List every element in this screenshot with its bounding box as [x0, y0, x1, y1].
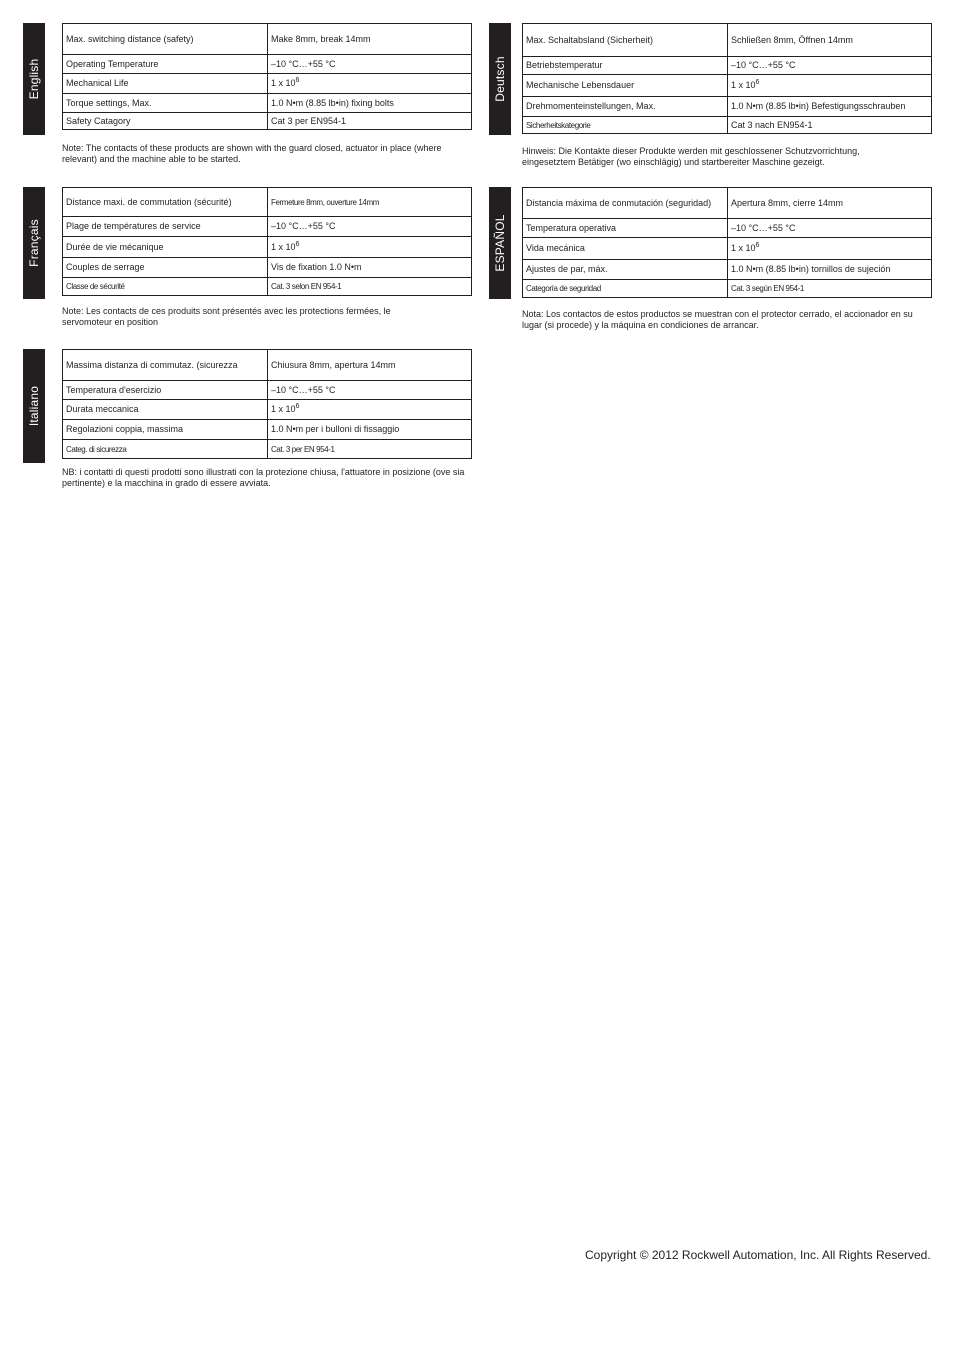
language-label: Deutsch — [493, 56, 507, 102]
language-tab-deutsch — [489, 23, 511, 135]
spec-label: Max. Schaltabsland (Sicherheit) — [523, 24, 728, 57]
spec-label: Plage de températures de service — [63, 217, 268, 237]
spec-value: –10 °C…+55 °C — [268, 55, 472, 74]
spec-label: Categoría de seguridad — [523, 280, 728, 298]
spec-value: –10 °C…+55 °C — [268, 381, 472, 400]
spec-label: Couples de serrage — [63, 258, 268, 278]
spec-value: 1 x $10^6$ — [268, 237, 472, 258]
spec-value: 1.0 N•m per i bulloni di fissaggio — [268, 420, 472, 440]
spec-label: Torque settings, Max. — [63, 94, 268, 113]
spec-value: Cat. 3 selon EN 954-1 — [268, 278, 472, 296]
spec-value: Make 8mm, break 14mm — [268, 24, 472, 55]
language-tab-espanol — [489, 187, 511, 299]
spec-value: Apertura 8mm, cierre 14mm — [728, 188, 932, 219]
note-francais: Note: Les contacts de ces produits sont présentés avec les protections fermées, le servomoteur en position — [62, 306, 391, 327]
spec-label: Betriebstemperatur — [523, 57, 728, 75]
spec-value: Vis de fixation 1.0 N•m — [268, 258, 472, 278]
spec-value: –10 °C…+55 °C — [728, 219, 932, 238]
spec-value: 1 x $10^6$ — [268, 400, 472, 420]
spec-value: 1.0 N•m (8.85 lb•in) fixing bolts — [268, 94, 472, 113]
spec-value: 1.0 N•m (8.85 lb•in) tornillos de sujeción — [728, 260, 932, 280]
spec-value: –10 °C…+55 °C — [268, 217, 472, 237]
language-label: Français — [27, 219, 41, 267]
spec-label: Mechanische Lebensdauer — [523, 75, 728, 97]
note-espanol: Nota: Los contactos de estos productos se muestran con el protector cerrado, el accionador en su lugar (si procede) y la máquina en condiciones de arrancar. — [522, 309, 913, 330]
language-tab-english — [23, 23, 45, 135]
spec-value: Schließen 8mm, Öffnen 14mm — [728, 24, 932, 57]
note-italiano: NB: i contatti di questi prodotti sono illustrati con la protezione chiusa, l'attuatore in posizione (ove sia pertinente) e la macchina in grado di essere avviata. — [62, 467, 465, 488]
copyright-text: Copyright © 2012 Rockwell Automation, Inc. All Rights Reserved. — [585, 1248, 931, 1262]
spec-value: 1 x $10^6$ — [268, 74, 472, 94]
spec-label: Categ. di sicurezza — [63, 440, 268, 459]
spec-table-english — [62, 23, 472, 130]
spec-value: 1 x $10^6$ — [728, 75, 932, 97]
spec-value: Fermeture 8mm, ouverture 14mm — [268, 188, 472, 217]
spec-label: Vida mecánica — [523, 238, 728, 260]
spec-label: Drehmomenteinstellungen, Max. — [523, 97, 728, 117]
spec-label: Massima distanza di commutaz. (sicurezza — [63, 350, 268, 381]
note-english: Note: The contacts of these products are shown with the guard closed, actuator in place (where relevant) and the machine able to be started. — [62, 143, 442, 164]
note-deutsch: Hinweis: Die Kontakte dieser Produkte werden mit geschlossener Schutzvorrichtung, eingesetztem Betätiger (wo einschlägig) und startbereiter Maschine gezeigt. — [522, 146, 860, 167]
spec-label: Durée de vie mécanique — [63, 237, 268, 258]
spec-label: Safety Catagory — [63, 113, 268, 130]
spec-label: Sicherheitskategorie — [523, 117, 728, 134]
spec-table-francais — [62, 187, 472, 296]
spec-table-italiano — [62, 349, 472, 459]
spec-label: Distancia máxima de conmutación (seguridad) — [523, 188, 728, 219]
spec-label: Max. switching distance (safety) — [63, 24, 268, 55]
spec-value: Cat 3 per EN954-1 — [268, 113, 472, 130]
language-label: ESPAÑOL — [493, 214, 507, 272]
spec-table-deutsch — [522, 23, 932, 134]
spec-value: 1.0 N•m (8.85 lb•in) Befestigungsschrauben — [728, 97, 932, 117]
spec-value: Cat 3 nach EN954-1 — [728, 117, 932, 134]
spec-value: Chiusura 8mm, apertura 14mm — [268, 350, 472, 381]
spec-label: Classe de sécurité — [63, 278, 268, 296]
spec-value: 1 x $10^6$ — [728, 238, 932, 260]
language-tab-francais — [23, 187, 45, 299]
language-label: Italiano — [27, 385, 41, 427]
spec-table-espanol — [522, 187, 932, 298]
language-tab-italiano — [23, 349, 45, 463]
spec-value: –10 °C…+55 °C — [728, 57, 932, 75]
spec-label: Temperatura operativa — [523, 219, 728, 238]
spec-label: Mechanical Life — [63, 74, 268, 94]
spec-label: Regolazioni coppia, massima — [63, 420, 268, 440]
spec-label: Temperatura d'esercizio — [63, 381, 268, 400]
spec-value: Cat. 3 per EN 954-1 — [268, 440, 472, 459]
spec-label: Operating Temperature — [63, 55, 268, 74]
language-label: English — [27, 58, 41, 100]
spec-label: Durata meccanica — [63, 400, 268, 420]
spec-value: Cat. 3 según EN 954-1 — [728, 280, 932, 298]
spec-label: Ajustes de par, máx. — [523, 260, 728, 280]
spec-label: Distance maxi. de commutation (sécurité) — [63, 188, 268, 217]
